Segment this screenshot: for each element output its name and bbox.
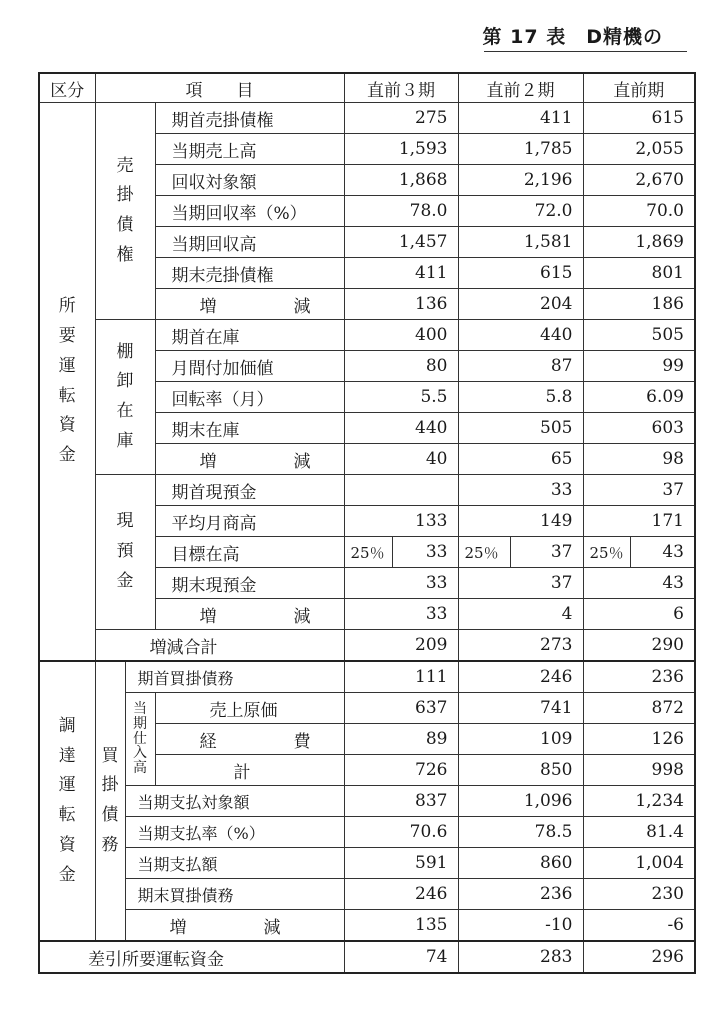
cell-p2: 78.5: [458, 817, 583, 848]
cell-p3: 78.0: [344, 196, 458, 227]
cell-p3: 637: [344, 693, 458, 724]
cell-p3: 411: [344, 258, 458, 289]
cell-p2: 741: [458, 693, 583, 724]
cell-p3: 80: [344, 351, 458, 382]
title-underline: [484, 51, 687, 52]
cell-p3: 1,593: [344, 134, 458, 165]
cell-p3: 111: [344, 661, 458, 693]
cell-p3: [344, 475, 458, 506]
cell-p2: 33: [458, 475, 583, 506]
row-label: 当期回収率（%）: [155, 196, 344, 227]
cell-p2: 4: [458, 599, 583, 630]
cell-p2: 109: [458, 724, 583, 755]
row-label: 当期支払対象額: [125, 786, 344, 817]
cell-p2: 5.8: [458, 382, 583, 413]
cell-p2: 615: [458, 258, 583, 289]
cell-p1: 2,055: [583, 134, 695, 165]
cell-p3: 70.6: [344, 817, 458, 848]
table-row: [39, 661, 695, 693]
cell-p3: 136: [344, 289, 458, 320]
table-row: [39, 693, 695, 724]
cell-p2: -10: [458, 910, 583, 942]
row-label: 増 減: [155, 444, 344, 475]
table-row: [39, 320, 695, 351]
row-label: 回収対象額: [155, 165, 344, 196]
working-capital-table: [38, 72, 696, 974]
cell-p3: 209: [344, 630, 458, 662]
cell-p2: 72.0: [458, 196, 583, 227]
row-label: 期末売掛債権: [155, 258, 344, 289]
group-chotatsu: 調 達 運 転 資 金: [39, 661, 95, 941]
header-kubun: 区分: [39, 73, 95, 103]
row-label: 期首買掛債務: [125, 661, 344, 693]
row-label: 経 費: [155, 724, 344, 755]
cell-p2: 1,096: [458, 786, 583, 817]
cell-p2: 505: [458, 413, 583, 444]
cell-p3: 837: [344, 786, 458, 817]
cell-p3: 133: [344, 506, 458, 537]
cell-p3: 33: [344, 568, 458, 599]
cell-p3: 726: [344, 755, 458, 786]
cell-p3: 40: [344, 444, 458, 475]
header-period-3: 直前３期: [344, 73, 458, 103]
cell-p3: 440: [344, 413, 458, 444]
table-row: [39, 817, 695, 848]
cell-p2: 850: [458, 755, 583, 786]
cell-p1: -6: [583, 910, 695, 942]
cell-p1: 290: [583, 630, 695, 662]
cell-p3: 1,457: [344, 227, 458, 258]
row-label: 差引所要運転資金: [39, 941, 344, 973]
table-row: [39, 630, 695, 662]
cell-p2: 1,581: [458, 227, 583, 258]
cell-p3: 246: [344, 879, 458, 910]
cell-p1: 43: [630, 537, 695, 568]
cell-p2: 2,196: [458, 165, 583, 196]
cell-p1: 236: [583, 661, 695, 693]
row-label: 回転率（月）: [155, 382, 344, 413]
cell-p1: 99: [583, 351, 695, 382]
cell-p1: 81.4: [583, 817, 695, 848]
header-row: [39, 73, 695, 103]
cell-p1: 37: [583, 475, 695, 506]
row-label: 平均月商高: [155, 506, 344, 537]
row-label: 売上原価: [155, 693, 344, 724]
row-label: 当期支払額: [125, 848, 344, 879]
table-row: [39, 848, 695, 879]
cell-p2: 1,785: [458, 134, 583, 165]
row-label: 当期支払率（%）: [125, 817, 344, 848]
row-label: 期首在庫: [155, 320, 344, 351]
cell-p1: 1,234: [583, 786, 695, 817]
cell-p2: 37: [458, 568, 583, 599]
group-tanaoroshi: 棚 卸 在 庫: [95, 320, 155, 475]
header-komoku: 項 目: [95, 73, 344, 103]
cell-p1: 186: [583, 289, 695, 320]
row-label: 期首現預金: [155, 475, 344, 506]
row-label: 増 減: [155, 289, 344, 320]
cell-p1: 126: [583, 724, 695, 755]
cell-p2: 204: [458, 289, 583, 320]
cell-p2: 87: [458, 351, 583, 382]
cell-p1: 171: [583, 506, 695, 537]
pct-p3: 25％: [344, 537, 392, 568]
cell-p1: 801: [583, 258, 695, 289]
row-label: 計: [155, 755, 344, 786]
table-row: [39, 475, 695, 506]
header-period-1: 直前期: [583, 73, 695, 103]
cell-p1: 6.09: [583, 382, 695, 413]
row-label: 期首売掛債権: [155, 103, 344, 134]
table-row: [39, 103, 695, 134]
row-label: 期末買掛債務: [125, 879, 344, 910]
cell-p2: 149: [458, 506, 583, 537]
row-label: 期末在庫: [155, 413, 344, 444]
cell-p1: 505: [583, 320, 695, 351]
cell-p3: 33: [392, 537, 458, 568]
cell-p2: 273: [458, 630, 583, 662]
table-row: [39, 941, 695, 973]
cell-p1: 43: [583, 568, 695, 599]
row-label: 増減合計: [95, 630, 344, 662]
table-row: [39, 879, 695, 910]
row-label: 期末現預金: [155, 568, 344, 599]
cell-p3: 5.5: [344, 382, 458, 413]
cell-p3: 74: [344, 941, 458, 973]
cell-p3: 33: [344, 599, 458, 630]
cell-p1: 2,670: [583, 165, 695, 196]
row-label: 当期回収高: [155, 227, 344, 258]
cell-p1: 1,869: [583, 227, 695, 258]
cell-p2: 283: [458, 941, 583, 973]
group-kaikake: 買 掛 債 務: [95, 661, 125, 941]
cell-p2: 440: [458, 320, 583, 351]
pct-p2: 25％: [458, 537, 510, 568]
cell-p1: 230: [583, 879, 695, 910]
cell-p1: 603: [583, 413, 695, 444]
group-urikake: 売 掛 債 権: [95, 103, 155, 320]
cell-p1: 615: [583, 103, 695, 134]
row-label: 目標在高: [155, 537, 344, 568]
cell-p1: 296: [583, 941, 695, 973]
table-row: [39, 786, 695, 817]
row-label: 当期売上高: [155, 134, 344, 165]
cell-p3: 89: [344, 724, 458, 755]
table-title: 第 17 表 D精機の: [482, 26, 663, 48]
header-period-2: 直前２期: [458, 73, 583, 103]
cell-p1: 872: [583, 693, 695, 724]
group-genyokin: 現 預 金: [95, 475, 155, 630]
cell-p2: 411: [458, 103, 583, 134]
cell-p3: 1,868: [344, 165, 458, 196]
cell-p1: 70.0: [583, 196, 695, 227]
cell-p3: 400: [344, 320, 458, 351]
table-row: [39, 910, 695, 942]
group-shoyo: 所 要 運 転 資 金: [39, 103, 95, 662]
cell-p2: 65: [458, 444, 583, 475]
row-label: 増 減: [125, 910, 344, 942]
cell-p1: 1,004: [583, 848, 695, 879]
row-label: 増 減: [155, 599, 344, 630]
cell-p2: 860: [458, 848, 583, 879]
cell-p3: 275: [344, 103, 458, 134]
cell-p2: 246: [458, 661, 583, 693]
cell-p1: 98: [583, 444, 695, 475]
pct-p1: 25％: [583, 537, 630, 568]
row-label: 月間付加価値: [155, 351, 344, 382]
cell-p1: 998: [583, 755, 695, 786]
cell-p2: 37: [510, 537, 583, 568]
cell-p3: 591: [344, 848, 458, 879]
cell-p1: 6: [583, 599, 695, 630]
cell-p2: 236: [458, 879, 583, 910]
cell-p3: 135: [344, 910, 458, 942]
group-shiire: 当 期 仕 入 高: [125, 693, 155, 786]
